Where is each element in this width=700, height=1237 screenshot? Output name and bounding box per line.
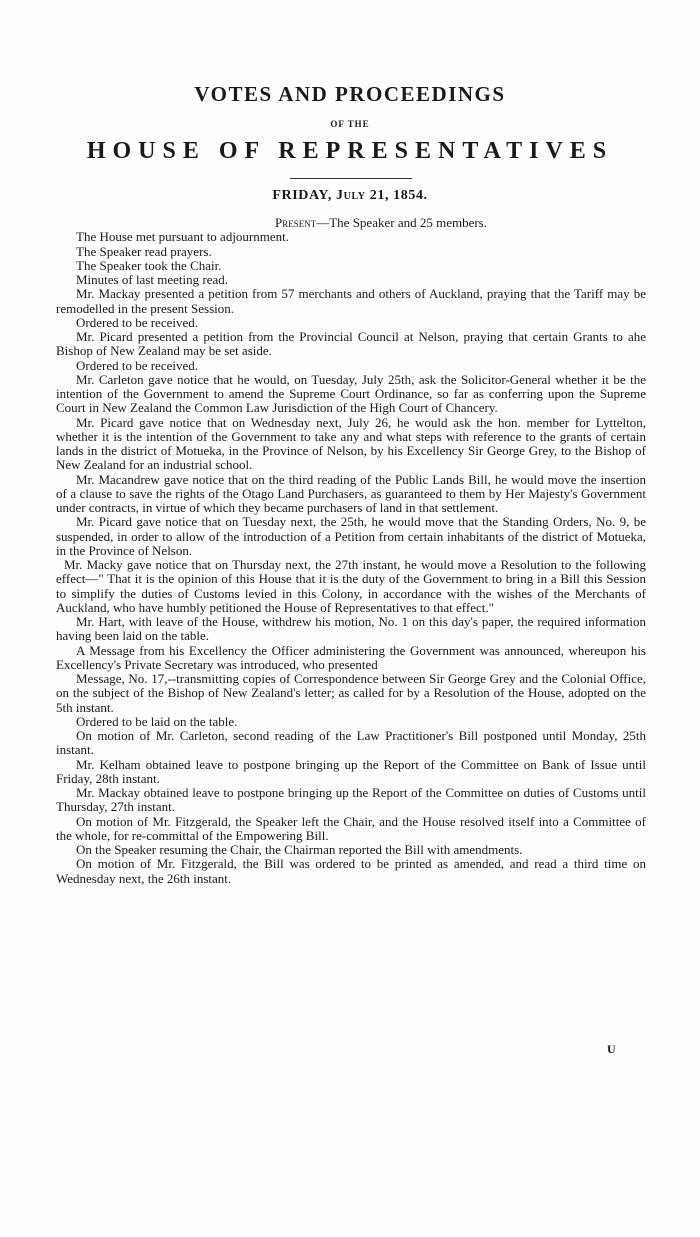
proceeding-paragraph: Mr. Carleton gave notice that he would, on Tuesday, July 25th, ask the Solicitor-General whether it be the intention of the Government to amend the Supreme Court Ordinance, so far as conferring upon the Supreme Court in New Zealand the Common Law Jurisdiction of the High Court of Chancery. [56, 371, 646, 416]
proceeding-paragraph: Mr. Picard presented a petition from the Provincial Council at Nelson, praying that certain Grants to ahe Bishop of New Zealand may be set aside. [56, 329, 646, 359]
proceedings-body [56, 216, 646, 886]
proceeding-paragraph: The Speaker read prayers. [76, 243, 212, 259]
present-text: —The Speaker and 25 members. [316, 215, 487, 230]
proceeding-paragraph: Mr. Picard gave notice that on Tuesday next, the 25th, he would move that the Standing Orders, No. 9, be suspended, in order to allow of the introduction of a Petition from certain inhabitants of the district of Motueka, in the Province of Nelson. [56, 514, 646, 558]
session-date [0, 188, 700, 204]
proceeding-paragraph: Mr. Hart, with leave of the House, withdrew his motion, No. 1 on this day's paper, the required information having been laid on the table. [56, 614, 646, 644]
attendance-line [56, 216, 646, 230]
proceeding-paragraph: Ordered to be received. [76, 314, 198, 330]
date-day: FRIDAY, [272, 188, 337, 203]
house-title: HOUSE OF REPRESENTATIVES [86, 138, 614, 164]
document-title: VOTES AND PROCEEDINGS [194, 82, 506, 106]
proceeding-paragraph: Message, No. 17,--transmitting copies of Correspondence between Sir George Grey and the Colonial Office, on the subject of the Bishop of New Zealand's letter; as called for by a Resolution of the House, adopted on the 5th instant. [56, 671, 646, 715]
proceeding-paragraph: On motion of Mr. Fitzgerald, the Bill was ordered to be printed as amended, and read a third time on Wednesday next, the 26th instant. [56, 856, 646, 886]
proceeding-paragraph: Mr. Picard gave notice that on Wednesday next, July 26, he would ask the hon. member for Lyttelton, whether it is the intention of the Government to take any and what steps with reference to the grants of certain lands in the district of Motueka, in the Province of Nelson, by his Excellency Sir George Grey, to the Bishop of New Zealand for an industrial school. [56, 414, 646, 473]
date-month: July [336, 188, 366, 203]
proceeding-paragraph: On motion of Mr. Fitzgerald, the Speaker left the Chair, and the House resolved itself into a Committee of the whole, for re-committal of the Empowering Bill. [56, 813, 646, 843]
proceeding-paragraph: On motion of Mr. Carleton, second reading of the Law Practitioner's Bill postponed until Monday, 25th instant. [56, 728, 646, 758]
present-label: Present [275, 215, 317, 230]
proceeding-paragraph: Ordered to be laid on the table. [76, 713, 238, 729]
proceeding-paragraph: The House met pursuant to adjournment. [76, 229, 290, 245]
proceeding-paragraph: Ordered to be received. [76, 357, 198, 373]
signature-mark: U [607, 1042, 616, 1056]
proceeding-paragraph: Mr. Macandrew gave notice that on the third reading of the Public Lands Bill, he would move the insertion of a clause to save the rights of the Otago Land Purchasers, as guaranteed to them by Her Majesty's Government under contracts, in virtue of which they became purchasers of land in that settlement. [56, 471, 646, 515]
proceeding-paragraph: Mr. Mackay obtained leave to postpone bringing up the Report of the Committee on duties of Customs until Thursday, 27th instant. [56, 785, 646, 815]
proceeding-paragraph: A Message from his Excellency the Officer administering the Government was announced, whereupon his Excellency's Private Secretary was introduced, who presented [56, 642, 646, 672]
proceeding-paragraph: Mr. Mackay presented a petition from 57 merchants and others of Auckland, praying that the Tariff may be remodelled in the present Session. [56, 286, 646, 316]
date-year: 21, 1854. [365, 188, 428, 203]
proceeding-paragraph: Mr. Kelham obtained leave to postpone bringing up the Report of the Committee on Bank of Issue until Friday, 28th instant. [56, 756, 646, 786]
proceeding-paragraph: The Speaker took the Chair. [76, 257, 222, 273]
proceeding-paragraph: Mr. Macky gave notice that on Thursday next, the 27th instant, he would move a Resolution to the following effect—" That it is the opinion of this House that it is the duty of the Government to bring in a Bill this Session to simplify the duties of Customs levied in this Colony, in accordance with the wishes of the Merchants of Auckland, who have humbly petitioned the House of Representatives to that effect." [56, 557, 646, 615]
title-divider [290, 178, 412, 179]
title-connector: OF THE [330, 119, 370, 129]
proceeding-paragraph: Minutes of last meeting read. [76, 272, 228, 287]
proceeding-paragraph: On the Speaker resuming the Chair, the Chairman reported the Bill with amendments. [76, 842, 523, 857]
